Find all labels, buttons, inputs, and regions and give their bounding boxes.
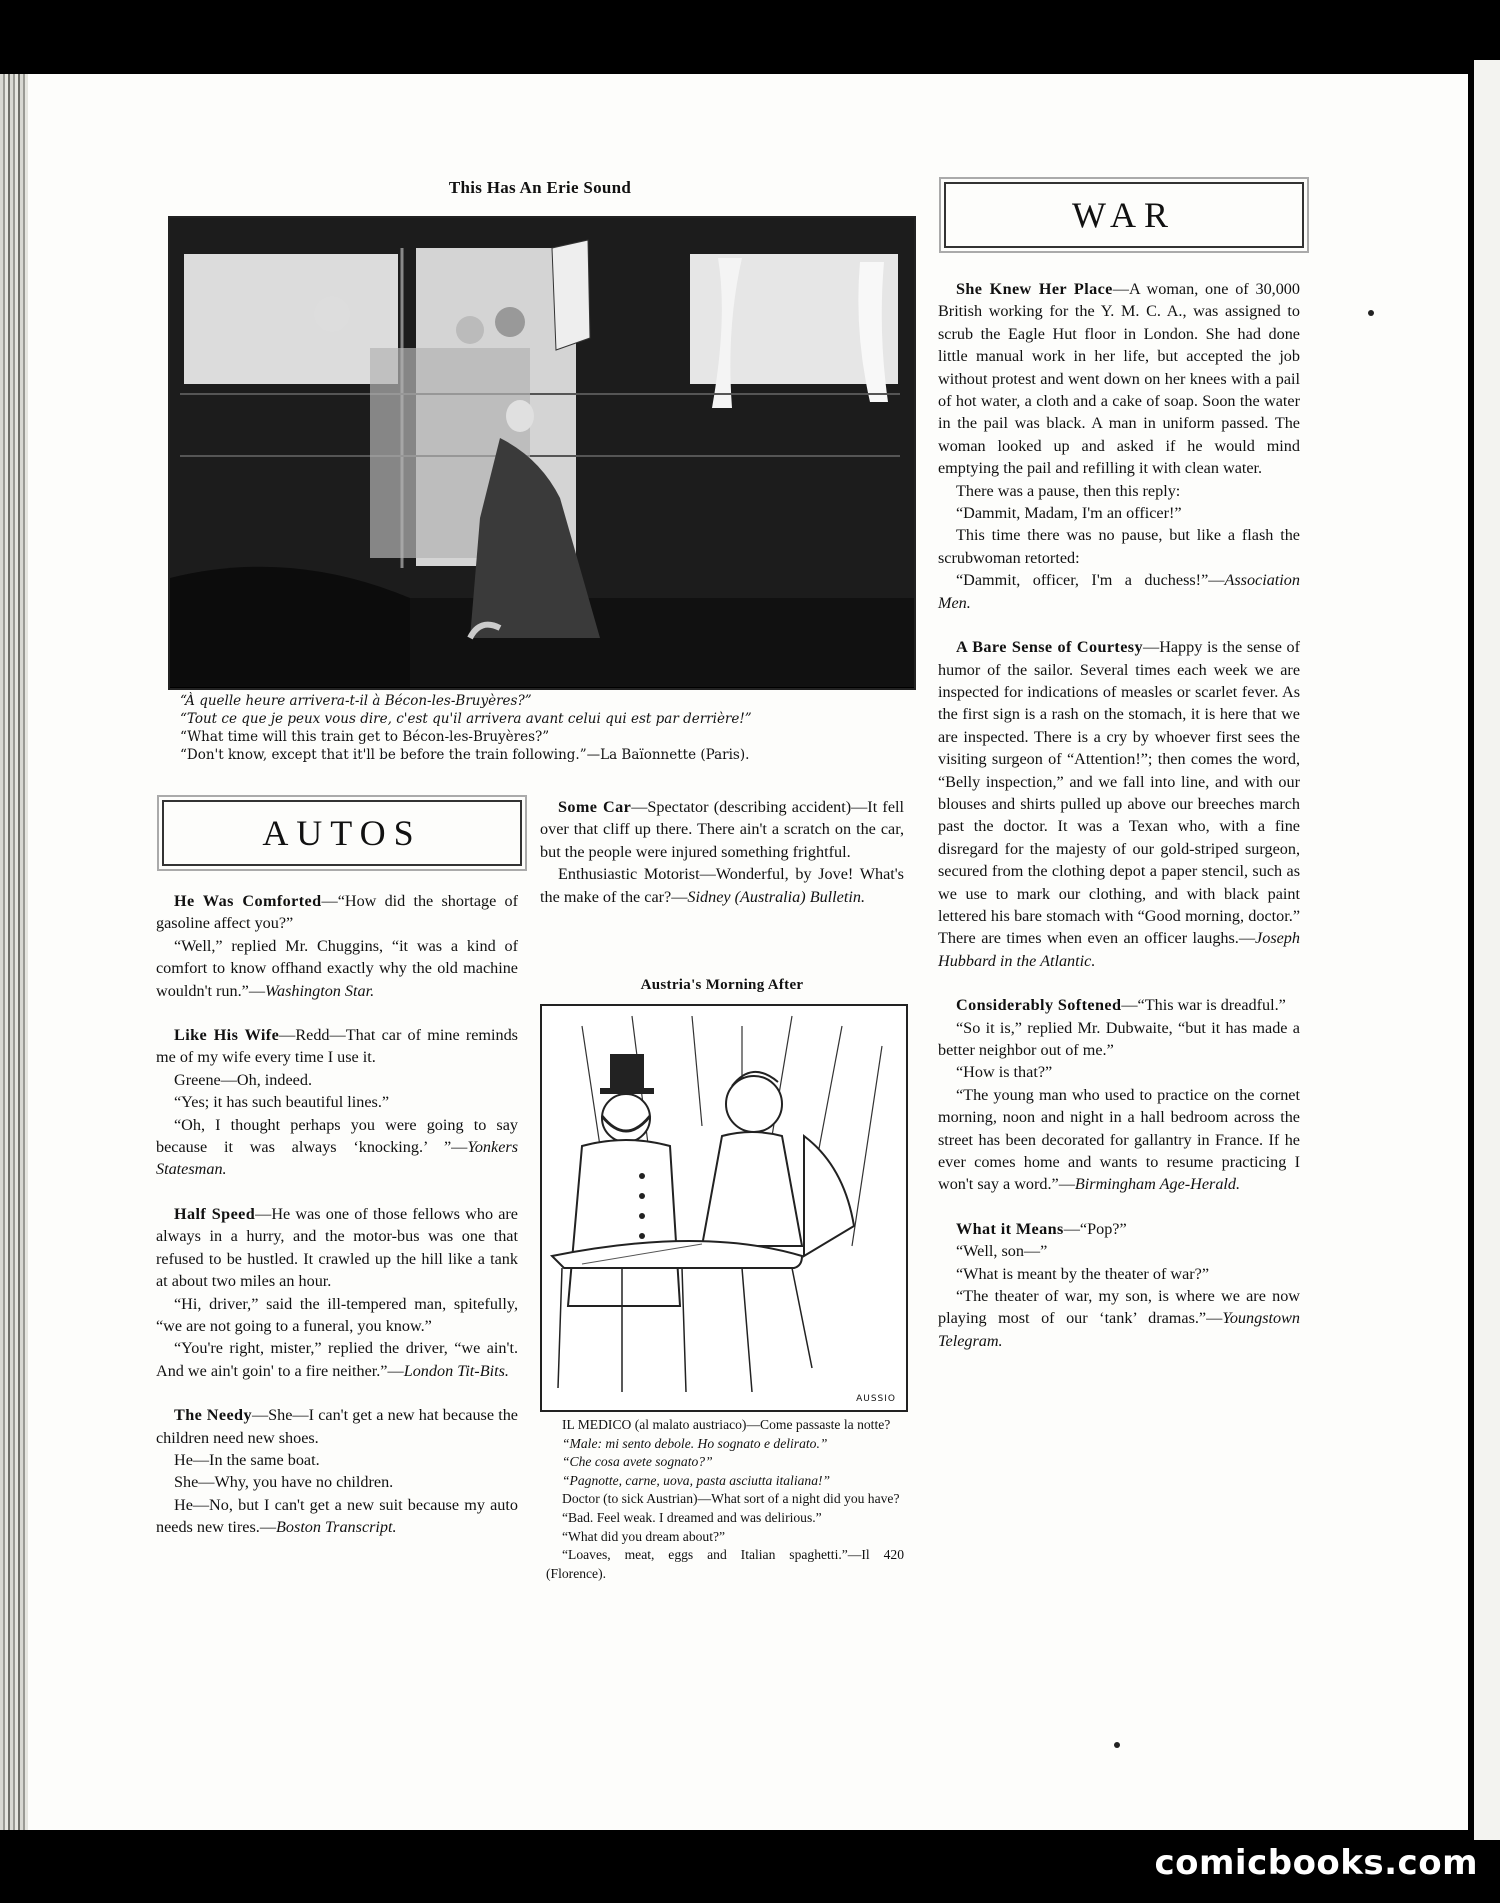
war-section-heading: WAR — [944, 182, 1304, 248]
cartoon-caption — [180, 692, 940, 764]
autos-item-2: Like His Wife—Redd—That car of mine reminds me of my wife every time I use it. — [156, 1026, 518, 1067]
war-item-1: She Knew Her Place—A woman, one of 30,000 British working for the Y. M. C. A., was assigned to scrub the Eagle Hut floor in London. She had done little manual work in her life, but accepted the job without protest and went down on her knees with a pail of hot water, a cloth and a cake of soap. Soon the water in the pail was black. A man in uniform passed. The woman looked up and asked if he would mind emptying the pail and refilling it with clean water. — [938, 280, 1300, 478]
some-car-item: Some Car—Spectator (describing accident)—It fell over that cliff up there. There ain't a scratch on the car, but the people were injured something frightful. Enthusiastic Motorist—Wonderful, by Jove! What's the make of the car?—Sidney (Australia) Bulletin. — [540, 798, 904, 906]
war-item-3: Considerably Softened—“This war is dreadful.” — [956, 996, 1286, 1015]
print-speck — [1114, 1742, 1120, 1748]
caption-line-english-2: “Don't know, except that it'll be before the train following.”—La Baïonnette (Paris). — [180, 747, 750, 763]
war-item-4: What it Means—“Pop?” — [956, 1219, 1127, 1238]
autos-section-heading: AUTOS — [162, 800, 522, 866]
train-car-drawing — [170, 218, 914, 688]
war-column: She Knew Her Place—A woman, one of 30,000 British working for the Y. M. C. A., was assigned to scrub the Eagle Hut floor in London. She had done little manual work in her life, but accepted the job without protest and went down on her knees with a pail of hot water, a cloth and a cake of soap. Soon the water in the pail was black. A man in uniform passed. The woman looked up and asked if he would mind emptying the pail and refilling it with clean water. There was a pause, then this reply: “Dammit, Madam, I'm an officer!” This time there was no pause, but like a flash the scrubwoman retorted: “Dammit, officer, I'm a duchess!”—Association Men. A Bare Sense of Courtesy—Happy is the sense of humor of the sailor. Several times each week we are inspected for indications of measles or scarlet fever. As the first sign is a rash on the stomach, it is here that we are inspected. There is a cry by whoever first sees the visiting surgeon of “Attention!”; then comes the word, “Belly inspection,” and we fall into line, and with our blouses and shirts pulled up above our breeches march past the doctor. It was a Texan who, with a fine disregard for the majesty of our gold-striped surgeon, secured from the clothing depot a paper stencil, such as we use to mark our clothing, and with black paint lettered his bare stomach with “Good morning, doctor.” There are times when even an officer laughs.—Joseph Hubbard in the Atlantic. Considerably Softened—“This war is dreadful.” “So it is,” replied Mr. Dubwaite, “but it has made a better neighbor out of me.” “How is that?” “The young man who used to practice on the cornet morning, noon and night in a hall bedroom across the street has been decorated for gallantry in France. If he ever comes home and wants to resume practicing I won't say a word.”—Birmingham Age-Herald. What it Means—“Pop?” “Well, son—” “What is meant by the theater of war?” “The theater of war, my son, is where we are now playing most of our ‘tank’ dramas.”—Youngstown Telegram. — [938, 280, 1300, 1350]
doctor-patient-drawing — [542, 1006, 906, 1410]
war-item-2: A Bare Sense of Courtesy—Happy is the sense of humor of the sailor. Several times each week we are inspected for indications of measles or scarlet fever. As the first sign is a rash on the stomach, it is here that we are inspected. There is a cry by whoever first sees the visiting surgeon of “Attention!”; then comes the word, “Belly inspection,” and we fall into line, and with our blouses and shirts pulled up above our breeches march past the doctor. It was a Texan who, with a fine disregard for the majesty of our gold-striped surgeon, secured from the clothing depot a paper stencil, such as we use to mark our clothing, and with black paint lettered his bare stomach with “Good morning, doctor.” There are times when even an officer laughs.—Joseph Hubbard in the Atlantic. — [938, 638, 1300, 970]
caption-line-french-2: “Tout ce que je peux vous dire, c'est qu'il arrivera avant celui qui est par derrière!” — [180, 711, 752, 727]
autos-item-1: He Was Comforted—“How did the shortage of gasoline affect you?” — [156, 892, 518, 933]
train-cartoon-illustration — [168, 216, 916, 690]
artist-signature: AUSSIO — [856, 1394, 896, 1404]
autos-item-4: The Needy—She—I can't get a new hat because the children need new shoes. — [156, 1406, 518, 1447]
facing-page-edge — [1468, 60, 1500, 1840]
austria-cartoon-illustration — [540, 1004, 908, 1412]
site-watermark: comicbooks.com — [1154, 1843, 1478, 1883]
autos-column: He Was Comforted—“How did the shortage of gasoline affect you?” “Well,” replied Mr. Chuggins, “it was a kind of comfort to know offhand exactly why the old machine wouldn't run.”—Washington Star. Like His Wife—Redd—That car of mine reminds me of my wife every time I use it. Greene—Oh, indeed. “Yes; it has such beautiful lines.” “Oh, I thought perhaps you were going to say because it was always ‘knocking.’ ”—Yonkers Statesman. Half Speed—He was one of those fellows who are always in a hurry, and the motor-bus was one that refused to be hustled. It crawled up the hill like a tank at about two miles an hour. “Hi, driver,” said the ill-tempered man, spitefully, “we are not going to a funeral, you know.” “You're right, mister,” replied the driver, “we ain't. And we ain't goin' to a fire neither.”—London Tit-Bits. The Needy—She—I can't get a new hat because the children need new shoes. He—In the same boat. She—Why, you have no children. He—No, but I can't get a new suit because my auto needs new tires.—Boston Transcript. — [156, 892, 518, 1537]
print-speck — [1368, 310, 1374, 316]
cartoon2-title: Austria's Morning After — [640, 977, 804, 993]
cartoon2-caption: IL MEDICO (al malato austriaco)—Come passaste la notte? “Male: mi sento debole. Ho sognato e delirato.” “Che cosa avete sognato?” “Pagnotte, carne, uova, pasta asciutta italiana!” Doctor (to sick Austrian)—What sort of a night did you have? “Bad. Feel weak. I dreamed and was delirious.” “What did you dream about?” “Loaves, meat, eggs and Italian spaghetti.”—Il 420 (Florence). — [546, 1417, 904, 1581]
caption-line-french-1: “À quelle heure arrivera-t-il à Bécon-les-Bruyères?” — [180, 693, 532, 709]
autos-item-3: Half Speed—He was one of those fellows who are always in a hurry, and the motor-bus was one that refused to be hustled. It crawled up the hill like a tank at about two miles an hour. — [156, 1204, 518, 1291]
cartoon-title: This Has An Erie Sound — [448, 178, 632, 197]
caption-line-english-1: “What time will this train get to Bécon-les-Bruyères?” — [180, 729, 550, 745]
